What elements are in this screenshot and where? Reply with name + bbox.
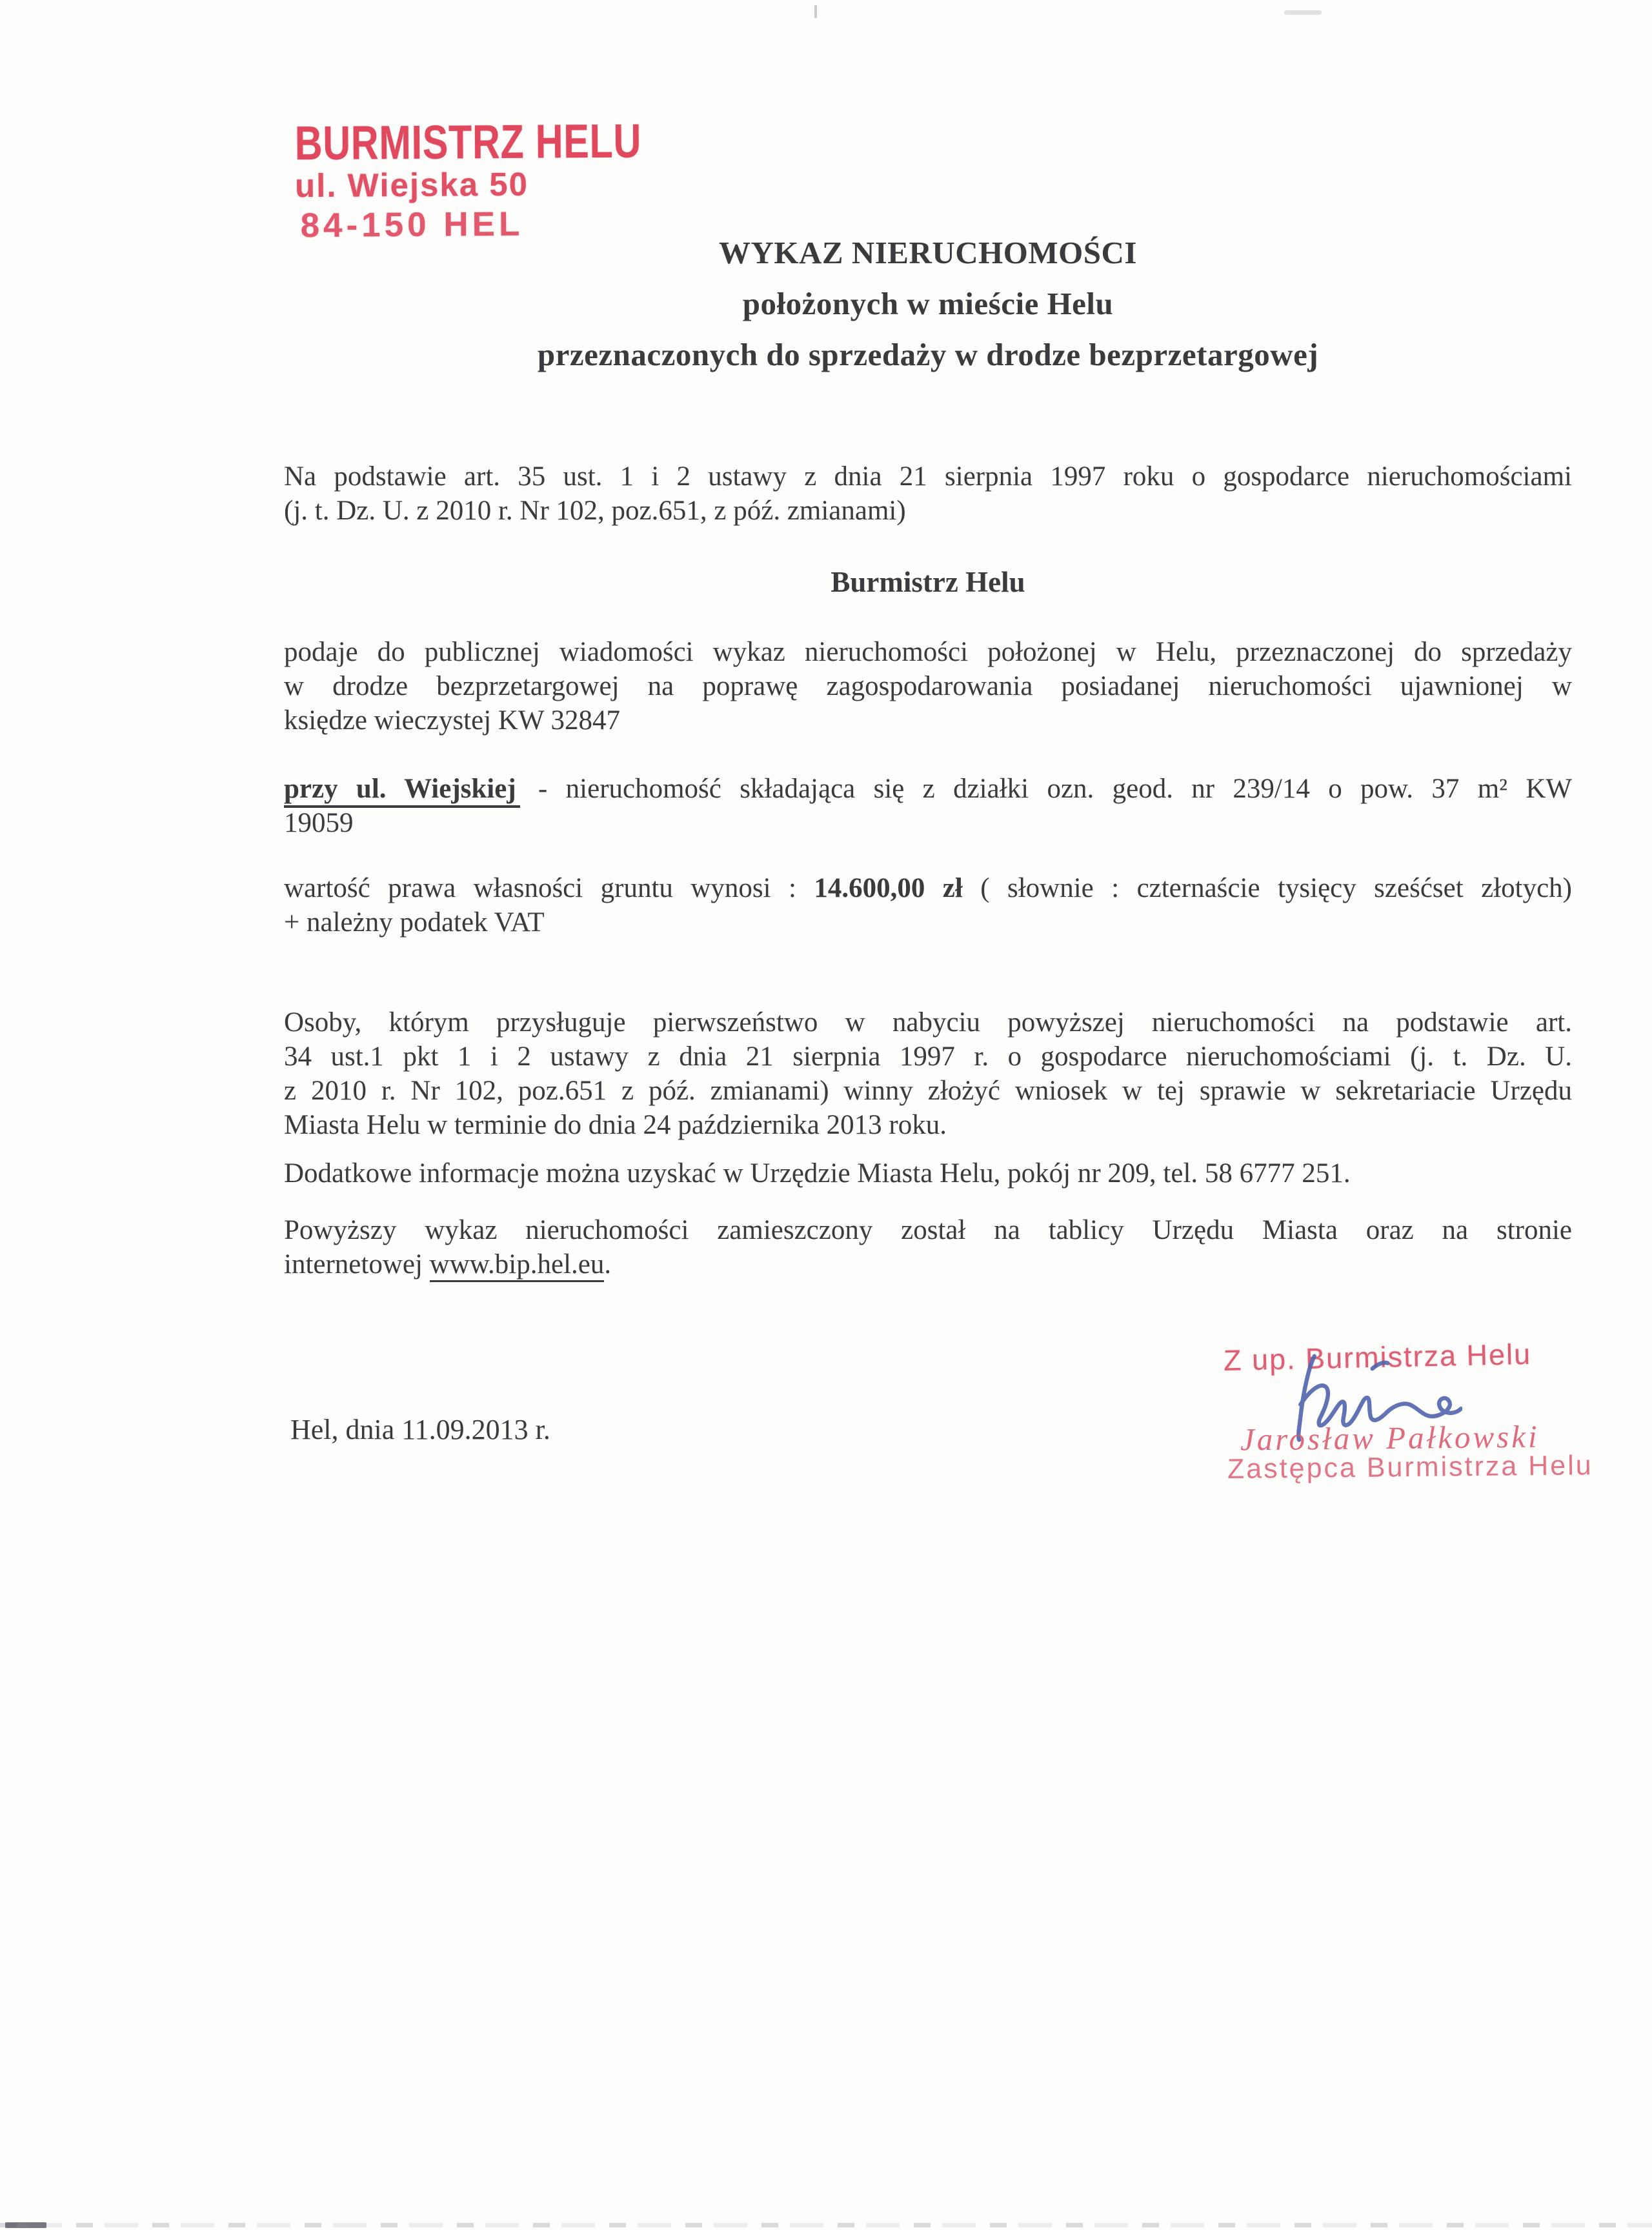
signer-title: Zastępca Burmistrza Helu [1227, 1450, 1593, 1485]
announcement-line-2: w drodze bezprzetargowej na poprawę zagospodarowania posiadanej nieruchomości ujawnionej w [284, 671, 1572, 701]
issuer-heading: Burmistrz Helu [831, 566, 1025, 598]
publication-line-2-suffix: . [604, 1249, 612, 1280]
sender-stamp-postal: 84-150 HEL [300, 205, 524, 245]
priority-line-4: Miasta Helu w terminie do dnia 24 października 2013 roku. [284, 1110, 947, 1140]
publication-line-1: Powyższy wykaz nieruchomości zamieszczony został na tablicy Urzędu Miasta oraz na stronie [284, 1215, 1572, 1245]
title-line-2: położonych w mieście Helu [742, 286, 1114, 321]
value-prefix: wartość prawa własności gruntu wynosi : [284, 873, 814, 903]
sender-stamp-office: BURMISTRZ HELU [294, 114, 642, 170]
legal-basis-line-1: Na podstawie art. 35 ust. 1 i 2 ustawy z dnia 21 sierpnia 1997 roku o gospodarce nieruchomościami [284, 461, 1572, 492]
sender-stamp-street: ul. Wiejska 50 [294, 165, 529, 205]
value-words: ( słownie : czternaście tysięcy sześćset złotych) [962, 873, 1572, 903]
publication-url: www.bip.hel.eu [430, 1249, 605, 1282]
value-amount: 14.600,00 zł [814, 873, 963, 903]
scan-artifact-bottom-left-mark [5, 2222, 46, 2228]
paragraph-announcement [284, 635, 1572, 738]
paragraph-value [284, 871, 1572, 939]
paragraph-priority-clause [284, 1005, 1572, 1142]
announcement-line-3: księdze wieczystej KW 32847 [284, 705, 621, 736]
value-vat-note: + należny podatek VAT [284, 907, 545, 938]
property-description: - nieruchomość składająca się z działki ozn. geod. nr 239/14 o pow. 37 m² KW [538, 774, 1573, 804]
property-kw-number: 19059 [284, 808, 354, 838]
scan-artifact-top-right [1284, 10, 1322, 15]
publication-line-2-prefix: internetowej [284, 1249, 430, 1280]
signer-name: Jarosław Pałkowski [1240, 1418, 1540, 1458]
title-line-1: WYKAZ NIERUCHOMOŚCI [719, 235, 1137, 270]
scan-artifact-top-center [814, 5, 817, 18]
legal-basis-line-2: (j. t. Dz. U. z 2010 r. Nr 102, poz.651, z póź. zmianami) [284, 496, 906, 526]
authorization-line: Z up. Burmistrza Helu [1223, 1337, 1532, 1377]
paragraph-property [284, 772, 1572, 840]
approval-stamp [1223, 1337, 1593, 1485]
date-line: Hel, dnia 11.09.2013 r. [290, 1414, 550, 1445]
paragraph-publication [284, 1213, 1572, 1281]
paragraph-legal-basis [284, 459, 1572, 528]
scan-artifact-bottom-line [0, 2223, 1652, 2227]
title-line-3: przeznaczonych do sprzedaży w drodze bezprzetargowej [537, 337, 1319, 372]
property-location: przy ul. Wiejskiej [284, 774, 520, 808]
document-title [284, 227, 1572, 380]
announcement-line-1: podaje do publicznej wiadomości wykaz nieruchomości położonej w Helu, przeznaczonej do sprzedaży [284, 637, 1572, 667]
paragraph-additional-info: Dodatkowe informacje można uzyskać w Urzędzie Miasta Helu, pokój nr 209, tel. 58 6777 251. [284, 1158, 1351, 1189]
priority-line-3: z 2010 r. Nr 102, poz.651 z póź. zmianami) winny złożyć wniosek w tej sprawie w sekretariacie Urzędu [284, 1076, 1572, 1106]
priority-line-1: Osoby, którym przysługuje pierwszeństwo w nabyciu powyższej nieruchomości na podstawie art. [284, 1007, 1572, 1038]
priority-line-2: 34 ust.1 pkt 1 i 2 ustawy z dnia 21 sierpnia 1997 r. o gospodarce nieruchomościami (j. t. Dz. U. [284, 1041, 1572, 1072]
